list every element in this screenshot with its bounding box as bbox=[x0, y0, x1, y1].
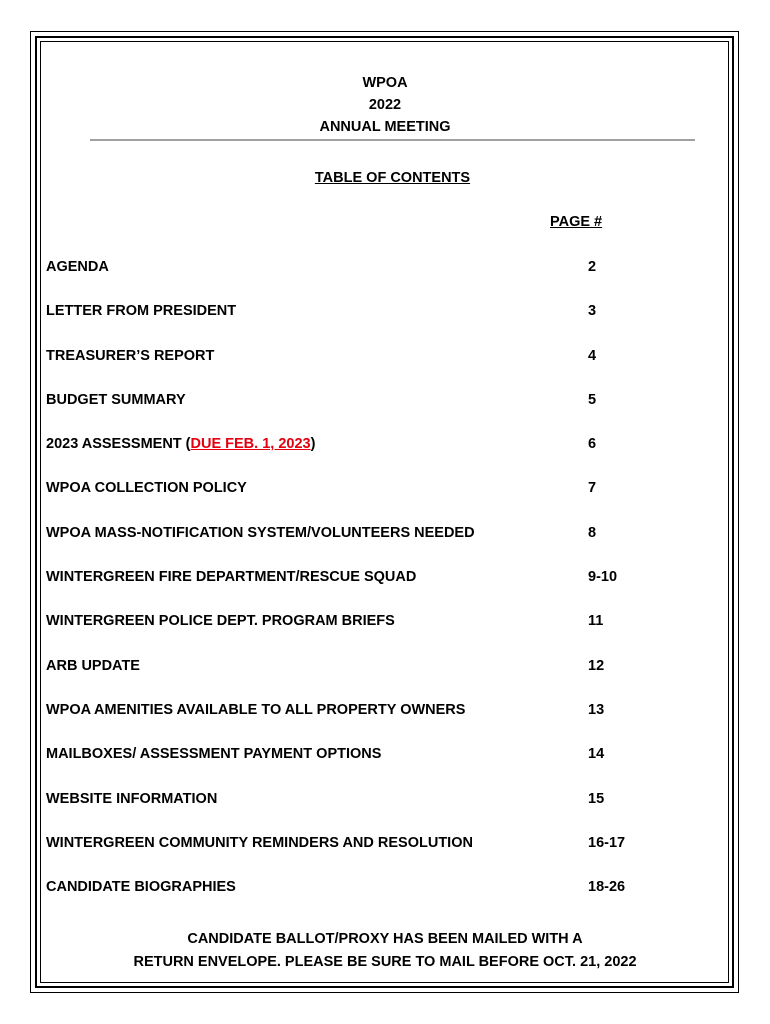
toc-title: TABLE OF CONTENTS bbox=[314, 170, 471, 186]
toc-entry-assessment bbox=[46, 428, 646, 472]
toc-entry-page: 16-17 bbox=[588, 834, 626, 851]
toc-entry-title: WINTERGREEN FIRE DEPARTMENT/RESCUE SQUAD bbox=[46, 569, 417, 586]
toc-entry-budget-summary bbox=[46, 384, 646, 428]
toc-entry-page: 2 bbox=[588, 259, 597, 275]
toc-entry-title: LETTER FROM PRESIDENT bbox=[46, 303, 237, 320]
toc-entry-page: 5 bbox=[588, 391, 597, 408]
toc-entry-page: 12 bbox=[588, 657, 605, 674]
toc-entry-page: 18-26 bbox=[588, 879, 626, 896]
toc-entry-website bbox=[46, 783, 646, 827]
toc-entry-page: 8 bbox=[588, 524, 597, 541]
toc-entry-title: MAILBOXES/ ASSESSMENT PAYMENT OPTIONS bbox=[46, 746, 382, 763]
toc-entry-page: 11 bbox=[588, 613, 604, 630]
due-date-highlight: DUE FEB. 1, 2023 bbox=[190, 436, 311, 453]
toc-entry-treasurers-report bbox=[46, 340, 646, 384]
toc-entry-title: AGENDA bbox=[46, 259, 109, 275]
toc-entry-page: 3 bbox=[588, 303, 597, 320]
toc-entry-title bbox=[46, 436, 315, 452]
toc-entry-fire-department bbox=[46, 561, 646, 605]
toc-entry-mailboxes bbox=[46, 738, 646, 782]
ballot-notice-line2: RETURN ENVELOPE. PLEASE BE SURE TO MAIL BEFORE OCT. 21, 2022 bbox=[133, 954, 637, 970]
toc-entry-title: WPOA AMENITIES AVAILABLE TO ALL PROPERTY OWNERS bbox=[46, 701, 466, 718]
toc-entry-page: 14 bbox=[588, 746, 605, 763]
toc-entry-arb-update bbox=[46, 650, 646, 694]
toc-entry-page: 13 bbox=[588, 701, 605, 718]
toc-entry-letter-from-president bbox=[46, 295, 646, 339]
toc-entry-title: WINTERGREEN POLICE DEPT. PROGRAM BRIEFS bbox=[46, 613, 395, 630]
toc-entry-page: 4 bbox=[588, 347, 597, 364]
toc-entry-page: 6 bbox=[588, 436, 597, 453]
toc-entry-page: 15 bbox=[588, 790, 605, 807]
toc-entry-title: WEBSITE INFORMATION bbox=[46, 790, 218, 807]
toc-entry-page: 7 bbox=[588, 480, 597, 497]
toc-entry-collection-policy bbox=[46, 472, 646, 516]
toc-entry-title: WINTERGREEN COMMUNITY REMINDERS AND RESOLUTION bbox=[46, 834, 473, 851]
toc-entry-amenities bbox=[46, 694, 646, 738]
toc-entry-community-reminders bbox=[46, 827, 646, 871]
toc-entry-title: ARB UPDATE bbox=[46, 657, 140, 674]
ballot-notice-line1: CANDIDATE BALLOT/PROXY HAS BEEN MAILED WITH A bbox=[187, 931, 583, 947]
toc-entry-mass-notification bbox=[46, 517, 646, 561]
toc-entry-title: TREASURER’S REPORT bbox=[46, 347, 215, 364]
assessment-title-suffix: ) bbox=[310, 436, 316, 453]
toc-entry-candidate-biographies bbox=[46, 871, 646, 915]
toc-entry-police-dept bbox=[46, 605, 646, 649]
page-column-header: PAGE # bbox=[550, 214, 603, 230]
meeting-year: 2022 bbox=[368, 97, 402, 113]
toc-entry-page: 9-10 bbox=[588, 569, 618, 586]
meeting-title: ANNUAL MEETING bbox=[319, 119, 451, 135]
toc-entry-title: WPOA COLLECTION POLICY bbox=[46, 480, 247, 497]
org-name: WPOA bbox=[362, 75, 408, 91]
toc-entry-title: BUDGET SUMMARY bbox=[46, 391, 186, 408]
toc-list bbox=[46, 251, 646, 915]
toc-entry-agenda bbox=[46, 251, 646, 295]
assessment-title-prefix: 2023 ASSESSMENT ( bbox=[46, 436, 191, 453]
toc-entry-title: CANDIDATE BIOGRAPHIES bbox=[46, 879, 236, 896]
toc-entry-title: WPOA MASS-NOTIFICATION SYSTEM/VOLUNTEERS NEEDED bbox=[46, 524, 475, 541]
header-divider bbox=[90, 139, 695, 141]
